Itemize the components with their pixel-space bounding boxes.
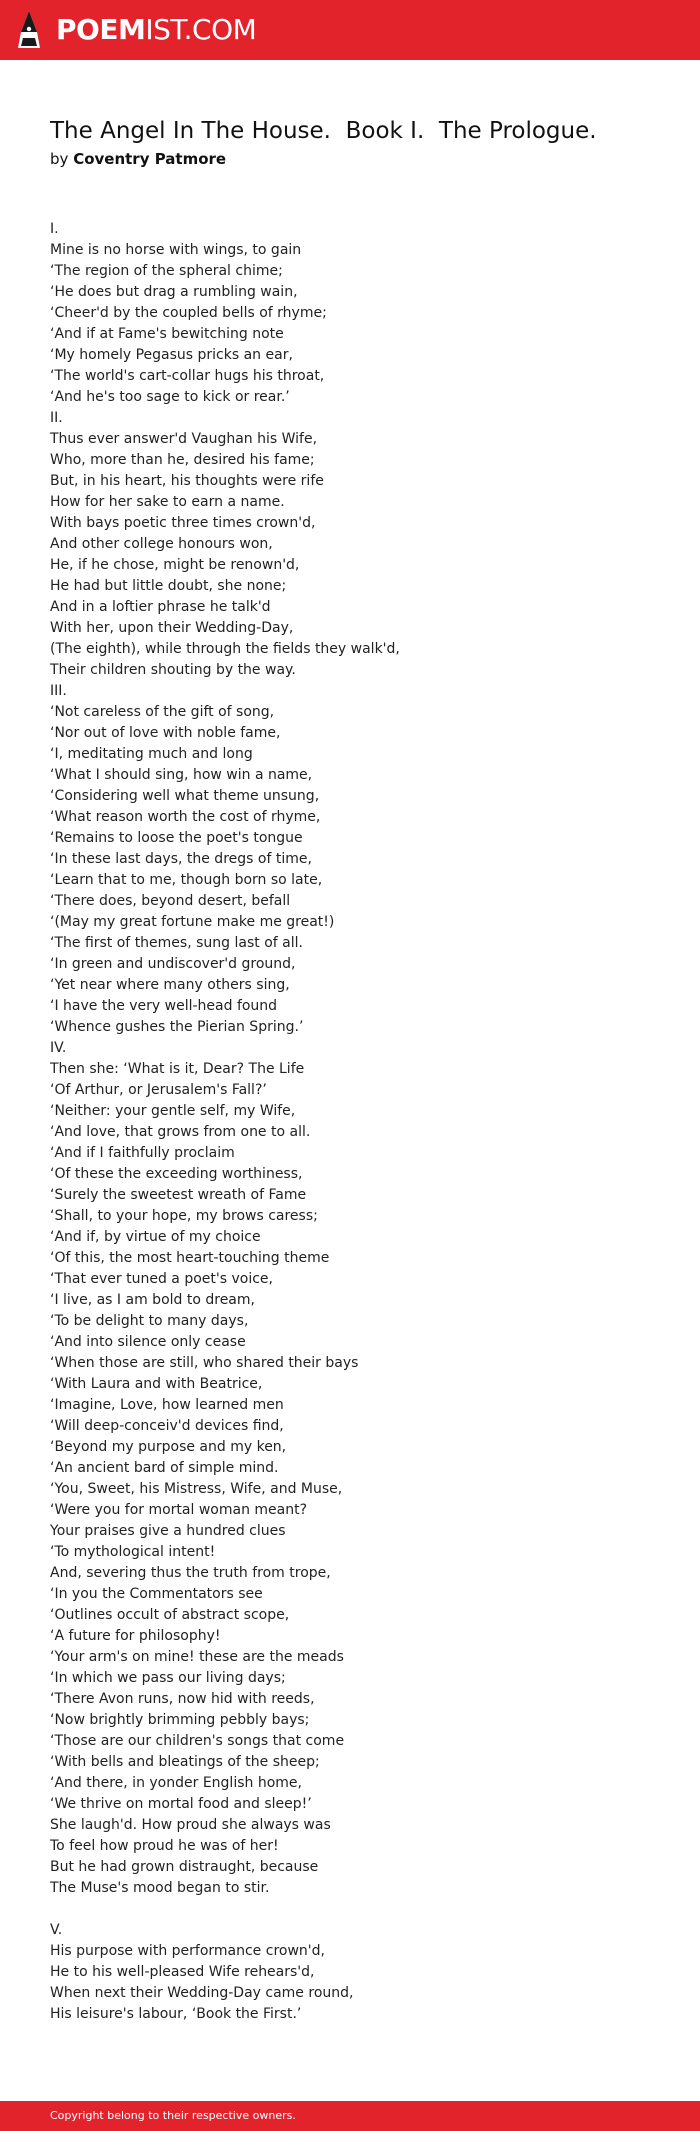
poem-line: ‘Outlines occult of abstract scope,	[50, 1607, 290, 1623]
poem-line: (The eighth), while through the fields they walk'd,	[50, 641, 400, 657]
poem-line: ‘Neither: your gentle self, my Wife,	[50, 1103, 296, 1119]
poem-line: Your praises give a hundred clues	[50, 1523, 286, 1539]
byline-prefix: by	[50, 150, 69, 168]
poem-line: ‘Remains to loose the poet's tongue	[50, 830, 303, 846]
poem-line: ‘I have the very well-head found	[50, 998, 278, 1014]
poem-line: ‘Not careless of the gift of song,	[50, 704, 275, 720]
poem-line: ‘That ever tuned a poet's voice,	[50, 1271, 273, 1287]
poem-line: He had but little doubt, she none;	[50, 578, 287, 594]
poem-line: ‘Cheer'd by the coupled bells of rhyme;	[50, 305, 327, 321]
poem-line: But he had grown distraught, because	[50, 1859, 319, 1875]
poem-line: ‘In these last days, the dregs of time,	[50, 851, 312, 867]
poem-line: ‘A future for philosophy!	[50, 1628, 221, 1644]
poem-line: Mine is no horse with wings, to gain	[50, 242, 302, 258]
byline	[50, 148, 670, 170]
poem-line: And in a loftier phrase he talk'd	[50, 599, 271, 615]
copyright-text: Copyright belong to their respective owners.	[50, 2109, 296, 2122]
poem-line: ‘He does but drag a rumbling wain,	[50, 284, 298, 300]
poem-line: ‘Nor out of love with noble fame,	[50, 725, 281, 741]
poem-line: ‘There Avon runs, now hid with reeds,	[50, 1691, 315, 1707]
poem-line: And, severing thus the truth from trope,	[50, 1565, 331, 1581]
poem-line: And other college honours won,	[50, 536, 273, 552]
poem-line: ‘Of this, the most heart-touching theme	[50, 1250, 330, 1266]
logo-wordmark	[56, 10, 256, 50]
poem-line: Thus ever answer'd Vaughan his Wife,	[50, 431, 318, 447]
poem-line: Who, more than he, desired his fame;	[50, 452, 315, 468]
poem-line: ‘And there, in yonder English home,	[50, 1775, 302, 1791]
poem-line: ‘And love, that grows from one to all.	[50, 1124, 311, 1140]
poem-line: ‘What I should sing, how win a name,	[50, 767, 313, 783]
poem-line: ‘Whence gushes the Pierian Spring.’	[50, 1019, 304, 1035]
poem-line: ‘In which we pass our living days;	[50, 1670, 286, 1686]
poem-line: But, in his heart, his thoughts were rife	[50, 473, 324, 489]
poem-line: ‘I live, as I am bold to dream,	[50, 1292, 255, 1308]
poem-line: ‘You, Sweet, his Mistress, Wife, and Muse,	[50, 1481, 343, 1497]
poem-body	[50, 219, 670, 2025]
poem-line: ‘And if, by virtue of my choice	[50, 1229, 261, 1245]
poem-line: ‘An ancient bard of simple mind.	[50, 1460, 279, 1476]
poem-line: ‘We thrive on mortal food and sleep!’	[50, 1796, 312, 1812]
poem-heading	[50, 114, 670, 170]
site-footer	[0, 2101, 700, 2131]
poem-line: ‘In green and undiscover'd ground,	[50, 956, 296, 972]
poem-line: ‘Beyond my purpose and my ken,	[50, 1439, 287, 1455]
poem-line: ‘Of Arthur, or Jerusalem's Fall?’	[50, 1082, 267, 1098]
poem-line: ‘To be delight to many days,	[50, 1313, 249, 1329]
poem-line: ‘And if at Fame's bewitching note	[50, 326, 284, 342]
poem-line: ‘There does, beyond desert, befall	[50, 893, 291, 909]
poem-line: ‘To mythological intent!	[50, 1544, 216, 1560]
poem-line: When next their Wedding-Day came round,	[50, 1985, 354, 2001]
poem-line: ‘Learn that to me, though born so late,	[50, 872, 323, 888]
poem-line: ‘I, meditating much and long	[50, 746, 253, 762]
poem-line: ‘And he's too sage to kick or rear.’	[50, 389, 290, 405]
poem-line: ‘Imagine, Love, how learned men	[50, 1397, 284, 1413]
poem-line: IV.	[50, 1040, 67, 1056]
poem-line: ‘Shall, to your hope, my brows caress;	[50, 1208, 318, 1224]
poem-line: V.	[50, 1922, 63, 1938]
poem-line: He, if he chose, might be renown'd,	[50, 557, 300, 573]
poem-line: To feel how proud he was of her!	[50, 1838, 279, 1854]
poem-line: His purpose with performance crown'd,	[50, 1943, 325, 1959]
poem-line: ‘(May my great fortune make me great!)	[50, 914, 335, 930]
poem-line: ‘What reason worth the cost of rhyme,	[50, 809, 321, 825]
poem-line: ‘Of these the exceeding worthiness,	[50, 1166, 303, 1182]
logo-light-text: IST.COM	[145, 13, 257, 46]
poem-line: The Muse's mood began to stir.	[50, 1880, 270, 1896]
poem-line: With bays poetic three times crown'd,	[50, 515, 316, 531]
poem-line: How for her sake to earn a name.	[50, 494, 285, 510]
poem-line: ‘Surely the sweetest wreath of Fame	[50, 1187, 307, 1203]
poem-line: ‘In you the Commentators see	[50, 1586, 263, 1602]
poem-line: II.	[50, 410, 63, 426]
poem-line: ‘The first of themes, sung last of all.	[50, 935, 303, 951]
poem-line: ‘The world's cart-collar hugs his throat,	[50, 368, 325, 384]
poem-line: III.	[50, 683, 67, 699]
poem-line: ‘Considering well what theme unsung,	[50, 788, 320, 804]
poem-line: ‘Yet near where many others sing,	[50, 977, 290, 993]
site-logo[interactable]	[16, 10, 256, 50]
poem-line	[50, 1899, 670, 1920]
poem-line: ‘Your arm's on mine! these are the meads	[50, 1649, 344, 1665]
logo-bold-text: POEM	[56, 13, 146, 46]
author-link[interactable]: Coventry Patmore	[73, 150, 227, 168]
poem-title: The Angel In The House. Book I. The Prologue.	[50, 118, 597, 144]
poem-line: ‘My homely Pegasus pricks an ear,	[50, 347, 293, 363]
poem-line: ‘When those are still, who shared their bays	[50, 1355, 359, 1371]
poem-line: ‘Those are our children's songs that come	[50, 1733, 345, 1749]
poem-line: ‘With bells and bleatings of the sheep;	[50, 1754, 320, 1770]
poem-line: Their children shouting by the way.	[50, 662, 296, 678]
pen-nib-icon	[16, 10, 42, 50]
poem-line: ‘Now brightly brimming pebbly bays;	[50, 1712, 310, 1728]
poem-line: I.	[50, 221, 59, 237]
poem-line: ‘Were you for mortal woman meant?	[50, 1502, 308, 1518]
poem-line: ‘And if I faithfully proclaim	[50, 1145, 235, 1161]
poem-line: ‘With Laura and with Beatrice,	[50, 1376, 263, 1392]
poem-line: With her, upon their Wedding-Day,	[50, 620, 294, 636]
poem-line: He to his well-pleased Wife rehears'd,	[50, 1964, 315, 1980]
poem-line: ‘Will deep-conceiv'd devices find,	[50, 1418, 284, 1434]
poem-line: She laugh'd. How proud she always was	[50, 1817, 331, 1833]
poem-line: Then she: ‘What is it, Dear? The Life	[50, 1061, 305, 1077]
site-header	[0, 0, 700, 60]
poem-line: His leisure's labour, ‘Book the First.’	[50, 2006, 302, 2022]
poem-line: ‘The region of the spheral chime;	[50, 263, 283, 279]
poem-line: ‘And into silence only cease	[50, 1334, 246, 1350]
